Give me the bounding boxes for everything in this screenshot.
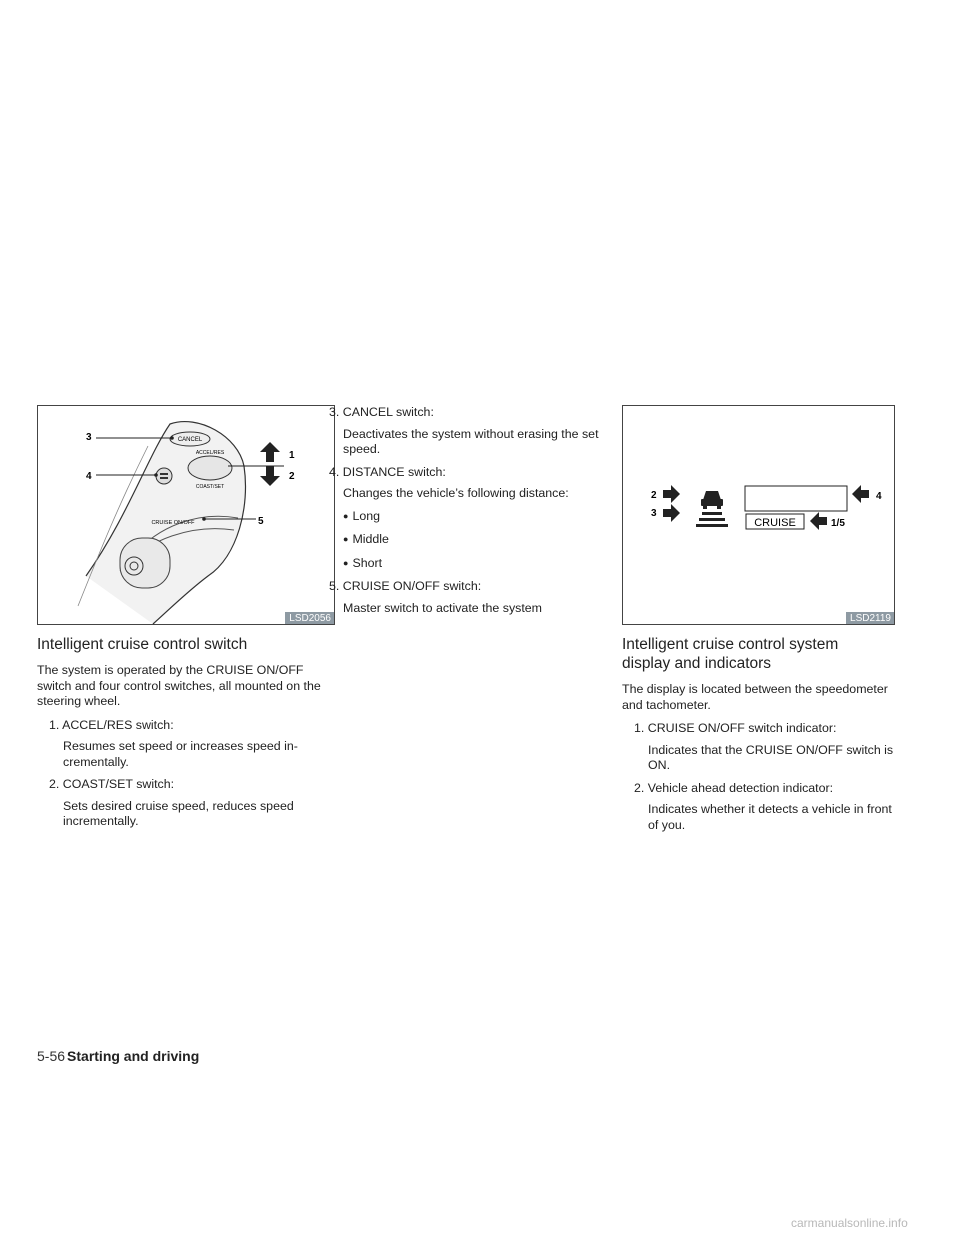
item-title: 5. CRUISE ON/OFF switch:: [329, 579, 482, 593]
section-heading: [622, 635, 897, 673]
watermark: carmanualsonline.info: [791, 1216, 908, 1230]
item-title: 1. ACCEL/RES switch:: [49, 717, 174, 732]
arrow-up-icon: [260, 442, 280, 462]
page-footer: [37, 1048, 199, 1064]
callout-5: 5: [258, 516, 264, 527]
item-title: 2. Vehicle ahead detection indicator:: [634, 780, 834, 795]
steering-switch-figure: [37, 405, 335, 625]
left-column: [37, 405, 337, 837]
cruise-display-illustration: [623, 406, 896, 626]
callout-3: 3: [651, 508, 657, 519]
distance-bars-icon: [696, 512, 728, 527]
heading-line-2: display and indicators: [622, 655, 772, 672]
item-desc: Sets desired cruise speed, reduces speed incrementally.: [63, 798, 294, 828]
arrow-left-icon: [810, 512, 827, 530]
item-desc: Master switch to activate the system: [343, 600, 543, 615]
figure-code: LSD2056: [285, 612, 334, 624]
coast-label: COAST/SET: [195, 484, 225, 490]
set-speed-box: [745, 486, 847, 511]
cruise-indicator-label: CRUISE: [754, 517, 796, 529]
heading-line-1: Intelligent cruise control system: [622, 636, 839, 653]
accel-label: ACCEL/RES: [195, 450, 225, 456]
right-column: [622, 405, 897, 840]
callout-3: 3: [86, 432, 92, 443]
item-title: 1. CRUISE ON/OFF switch indicator:: [634, 721, 837, 735]
arrow-right-icon: [663, 485, 680, 503]
item-title: 2. COAST/SET switch:: [49, 777, 175, 791]
arrow-down-icon: [260, 466, 280, 486]
cruise-onoff-label: CRUISE ON/OFF: [151, 520, 195, 526]
page-number: 5-56: [37, 1048, 66, 1064]
item-desc: Changes the vehicle’s following distance:: [343, 486, 569, 500]
arrow-left-icon: [852, 485, 869, 503]
section-intro: The display is located between the speedometer and tachometer.: [622, 682, 888, 712]
arrow-right-icon: [663, 504, 680, 522]
cancel-label: CANCEL: [177, 437, 203, 443]
cruise-display-figure: [622, 405, 895, 625]
callout-2: 2: [289, 471, 295, 482]
callout-4: 4: [86, 471, 92, 482]
bullet-item: ● Short: [343, 556, 614, 573]
figure-code: LSD2119: [846, 612, 894, 624]
section-heading: Intelligent cruise control switch: [37, 636, 248, 653]
callout-1: 1: [289, 450, 295, 461]
callout-2: 2: [651, 490, 657, 501]
item-desc: Indicates that the CRUISE ON/OFF switch is ON.: [648, 742, 894, 772]
vehicle-ahead-icon: [701, 491, 723, 509]
bullet-item: ● Middle: [343, 532, 614, 549]
item-desc: Deactivates the system without erasing the set speed.: [343, 426, 599, 456]
item-desc: Resumes set speed or increases speed in- crementally.: [63, 739, 298, 769]
item-title: 4. DISTANCE switch:: [329, 464, 446, 479]
item-title: 3. CANCEL switch:: [329, 405, 434, 419]
callout-1-5: 1/5: [831, 518, 845, 529]
item-desc: Indicates whether it detects a vehicle in front of you.: [648, 802, 892, 832]
callout-4: 4: [876, 491, 882, 502]
steering-switch-illustration: [38, 406, 336, 626]
middle-column: [329, 405, 614, 623]
section-intro: The system is operated by the CRUISE ON/OFF switch and four control switches, all mounted on the steering wheel.: [37, 663, 321, 708]
section-name: Starting and driving: [67, 1048, 200, 1064]
bullet-item: ● Long: [343, 509, 614, 526]
